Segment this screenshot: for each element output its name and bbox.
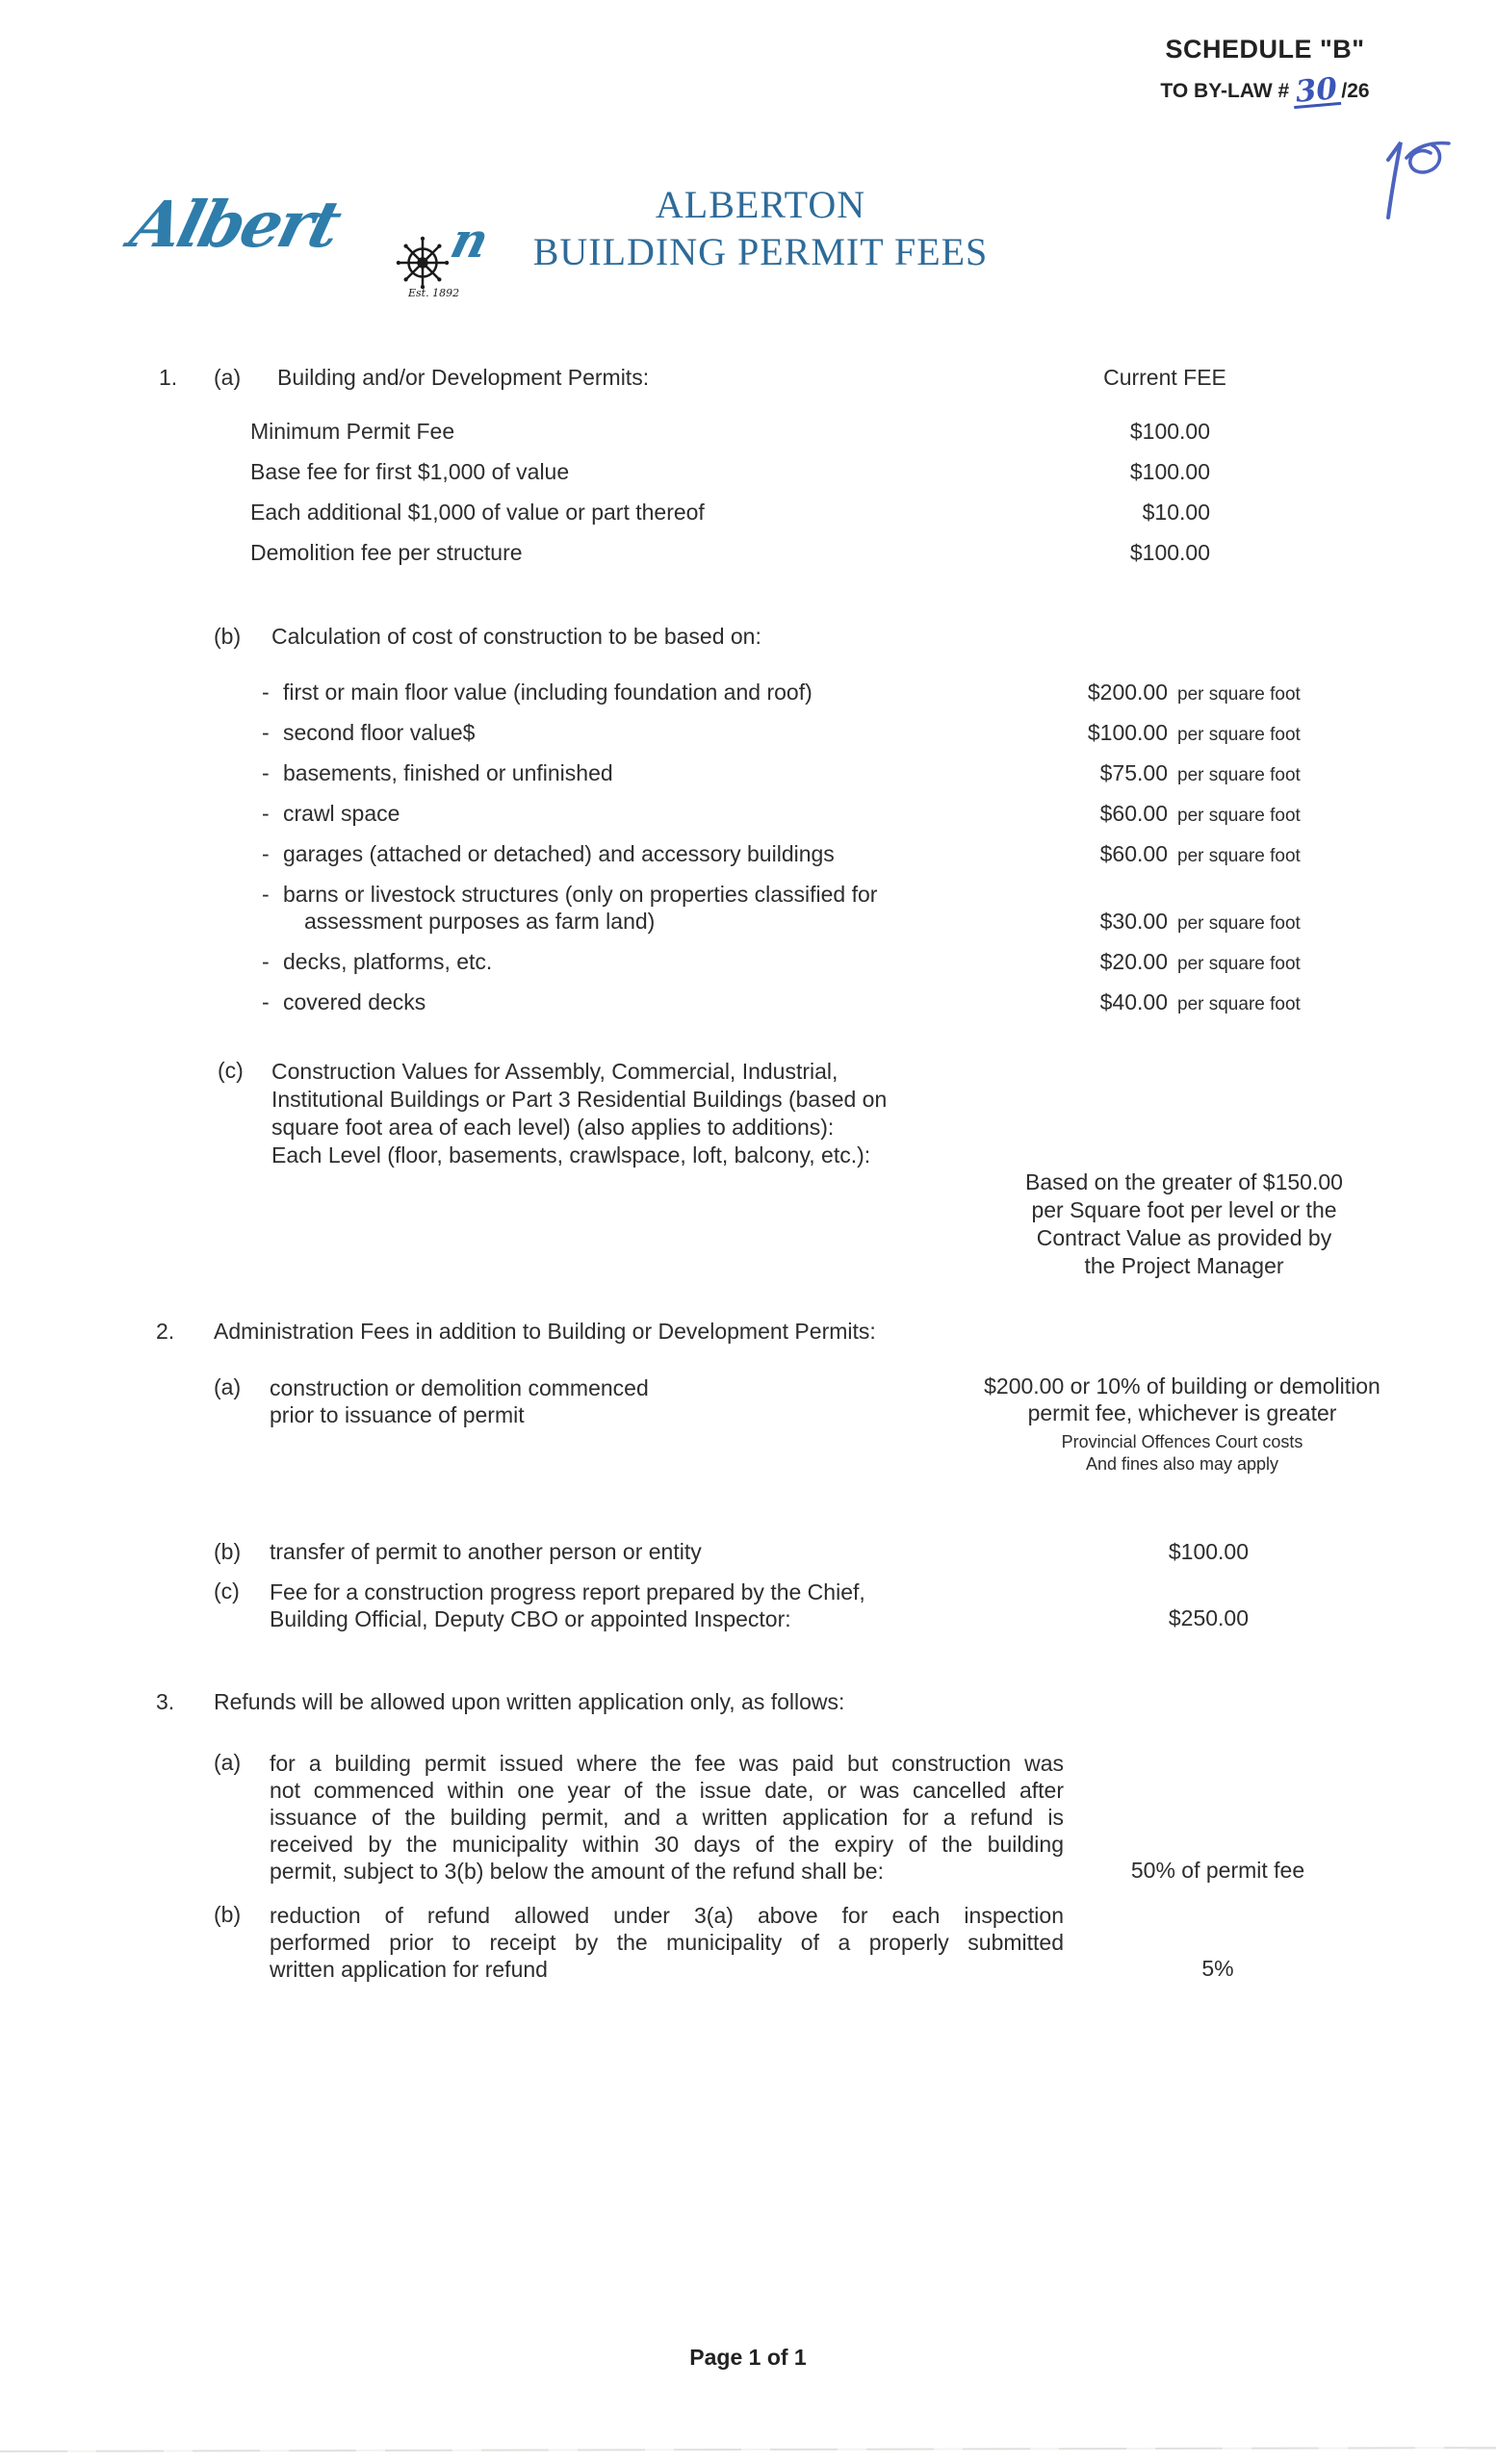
fee-item-label: barns or livestock structures (only on properties classified for	[283, 882, 878, 907]
fee-item-label: first or main floor value (including foundation and roof)	[283, 680, 812, 705]
document-title	[477, 181, 1045, 275]
fee-item-value: $100.00	[1168, 1539, 1249, 1564]
fee-text-line: Contract Value as provided by	[1036, 1225, 1332, 1250]
fee-item-label: decks, platforms, etc.	[283, 949, 493, 974]
section2c-letter: (c)	[214, 1578, 240, 1604]
para-line: not commenced within one year of the issue date, or was cancelled after	[270, 1778, 1064, 1803]
fee-item-value: $200.00	[1087, 680, 1168, 705]
para-line: performed prior to receipt by the municipality of a properly submitted	[270, 1930, 1064, 1955]
heading-line: Construction Values for Assembly, Commercial, Industrial,	[271, 1059, 838, 1084]
para-line: issuance of the building permit, and a written application for a refund is	[270, 1805, 1064, 1830]
para-line: written application for refund	[270, 1957, 548, 1982]
schedule-title: SCHEDULE "B"	[1165, 35, 1365, 64]
heading-line: square foot area of each level) (also applies to additions):	[271, 1115, 835, 1140]
fee-item-label: Demolition fee per structure	[250, 540, 523, 565]
fee-unit: per square foot	[1177, 806, 1301, 826]
fee-item-value: $100.00	[1129, 419, 1210, 444]
section1a-heading: Building and/or Development Permits:	[277, 365, 650, 390]
fee-item-label: assessment purposes as farm land)	[304, 909, 656, 934]
fee-item-value: $60.00	[1099, 841, 1168, 866]
fee-text-line: $200.00 or 10% of building or demolition	[984, 1373, 1380, 1399]
bullet: -	[262, 801, 270, 826]
fee-item-value: 5%	[1201, 1956, 1234, 1981]
title-line2: BUILDING PERMIT FEES	[532, 230, 989, 273]
fee-item-value: $40.00	[1099, 989, 1168, 1014]
fee-item-value: $10.00	[1142, 500, 1210, 525]
item-line: Fee for a construction progress report prepared by the Chief,	[270, 1579, 865, 1604]
logo-script-text: n	[445, 212, 492, 269]
bullet: -	[262, 989, 270, 1014]
para-line: permit, subject to 3(b) below the amount of the refund shall be:	[270, 1859, 884, 1884]
fee-item-label: basements, finished or unfinished	[283, 760, 613, 785]
item-line: construction or demolition commenced	[270, 1375, 649, 1400]
fee-unit: per square foot	[1177, 725, 1301, 745]
fee-item-value: $20.00	[1099, 949, 1168, 974]
fee-item-label: Each additional $1,000 of value or part thereof	[250, 500, 705, 525]
fee-item-label: Minimum Permit Fee	[250, 419, 455, 444]
fee-item-value: $100.00	[1129, 540, 1210, 565]
ships-wheel-icon	[395, 235, 451, 291]
fee-item-value: $250.00	[1168, 1605, 1249, 1630]
section2c-text	[270, 1578, 865, 1632]
fee-unit: per square foot	[1177, 765, 1301, 785]
heading-line: Each Level (floor, basements, crawlspace, loft, balcony, etc.):	[271, 1142, 871, 1168]
para-line: for a building permit issued where the fee was paid but construction was	[270, 1751, 1064, 1776]
fee-item-label: crawl space	[283, 801, 400, 826]
item-line: prior to issuance of permit	[270, 1402, 525, 1427]
fee-item-label: covered decks	[283, 989, 426, 1014]
section2a-letter: (a)	[214, 1374, 242, 1399]
fee-column-header: Current FEE	[1103, 365, 1226, 390]
section2a-text	[270, 1374, 649, 1428]
section3a-letter: (a)	[214, 1750, 242, 1775]
section1a-letter: (a)	[214, 365, 242, 390]
bullet: -	[262, 841, 270, 866]
fee-item-value: $30.00	[1099, 909, 1168, 934]
section3-heading: Refunds will be allowed upon written application only, as follows:	[214, 1689, 845, 1714]
section3b-text	[270, 1902, 1064, 1983]
fee-unit: per square foot	[1177, 684, 1301, 705]
fee-unit: per square foot	[1177, 994, 1301, 1014]
fee-text-line: the Project Manager	[1084, 1253, 1284, 1278]
fee-item-label: second floor value$	[283, 720, 476, 745]
section2a-fee-note	[941, 1431, 1423, 1476]
para-line: reduction of refund allowed under 3(a) above for each inspection	[270, 1903, 1064, 1928]
section2-number: 2.	[156, 1319, 175, 1344]
logo-established-text: Est. 1892	[408, 287, 460, 299]
bullet: -	[262, 680, 270, 705]
handwritten-bylaw-number: 30	[1292, 76, 1342, 109]
fee-item-value: $60.00	[1099, 801, 1168, 826]
heading-line: Institutional Buildings or Part 3 Residential Buildings (based on	[271, 1087, 888, 1112]
section1-number: 1.	[159, 365, 178, 390]
fee-item-value: $100.00	[1129, 459, 1210, 484]
section1c-heading	[271, 1058, 887, 1169]
title-line1: ALBERTON	[655, 183, 866, 226]
section1b-heading: Calculation of cost of construction to be based on:	[271, 624, 761, 649]
fee-note-line: And fines also may apply	[1085, 1454, 1279, 1474]
bylaw-prefix: TO BY-LAW #	[1160, 80, 1290, 102]
fee-item-label: garages (attached or detached) and accessory buildings	[283, 841, 835, 866]
section1c-fee-text	[982, 1168, 1386, 1280]
fee-unit: per square foot	[1177, 846, 1301, 866]
bullet: -	[262, 720, 270, 745]
fee-unit: per square foot	[1177, 913, 1301, 934]
section1b-letter: (b)	[214, 624, 242, 649]
section2-heading: Administration Fees in addition to Building or Development Permits:	[214, 1319, 876, 1344]
section3-number: 3.	[156, 1689, 175, 1714]
section1c-letter: (c)	[218, 1058, 244, 1083]
section3a-text	[270, 1750, 1064, 1885]
bullet: -	[262, 882, 270, 907]
fee-item-label: Base fee for first $1,000 of value	[250, 459, 570, 484]
handwritten-initials	[1362, 117, 1458, 228]
logo-script-text: Albert	[123, 187, 347, 262]
bullet: -	[262, 949, 270, 974]
fee-text-line: permit fee, whichever is greater	[1027, 1400, 1337, 1425]
bullet: -	[262, 760, 270, 785]
section2b-letter: (b)	[214, 1539, 242, 1564]
page-number: Page 1 of 1	[689, 2345, 807, 2370]
item-line: Building Official, Deputy CBO or appointed Inspector:	[270, 1606, 791, 1631]
fee-item-value: $75.00	[1099, 760, 1168, 785]
bylaw-suffix: /26	[1341, 80, 1370, 102]
fee-item-value: $100.00	[1087, 720, 1168, 745]
section3b-letter: (b)	[214, 1902, 242, 1927]
section2b-label: transfer of permit to another person or entity	[270, 1539, 702, 1564]
section2a-fee-text	[941, 1373, 1423, 1426]
para-line: received by the municipality within 30 days of the expiry of the building	[270, 1832, 1064, 1857]
scan-artifact-line	[0, 2447, 1496, 2452]
fee-text-line: Based on the greater of $150.00	[1025, 1169, 1343, 1194]
fee-text-line: per Square foot per level or the	[1031, 1197, 1337, 1222]
fee-note-line: Provincial Offences Court costs	[1061, 1432, 1303, 1451]
fee-unit: per square foot	[1177, 954, 1301, 974]
bylaw-line	[1121, 71, 1409, 110]
fee-item-value: 50% of permit fee	[1130, 1858, 1305, 1883]
